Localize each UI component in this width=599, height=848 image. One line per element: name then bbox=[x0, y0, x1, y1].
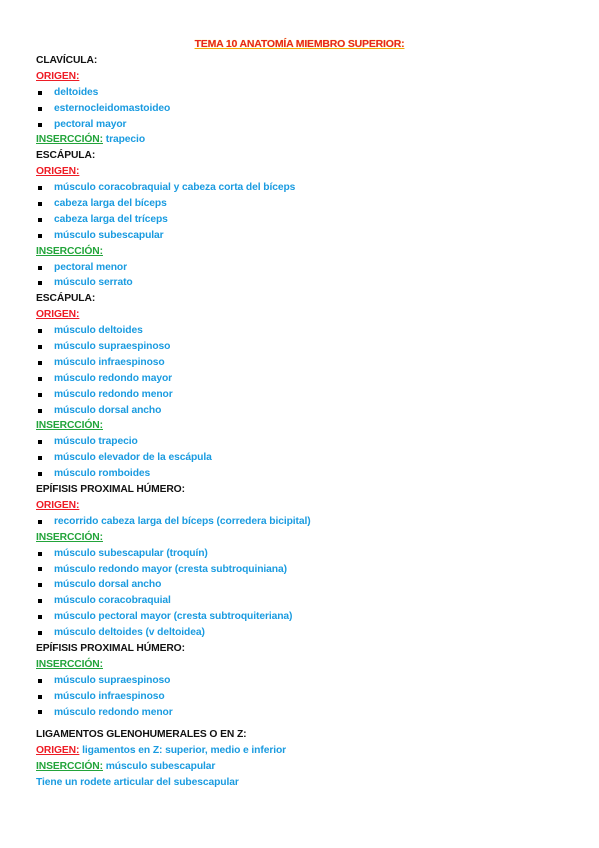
bullet-icon bbox=[38, 186, 42, 190]
section-heading-escapula: ESCÁPULA: bbox=[36, 293, 96, 305]
list-item-text: músculo dorsal ancho bbox=[54, 404, 162, 416]
list-item bbox=[36, 689, 576, 705]
list-item bbox=[36, 546, 576, 562]
list-item bbox=[36, 196, 576, 212]
origen-label: ORIGEN: bbox=[36, 309, 80, 321]
list-item bbox=[36, 355, 576, 371]
section-heading-escapula: ESCÁPULA: bbox=[36, 150, 96, 162]
list-item bbox=[36, 562, 576, 578]
list-item-text: músculo redondo menor bbox=[54, 706, 173, 718]
origen-label: ORIGEN: bbox=[36, 166, 80, 178]
origen-label: ORIGEN: bbox=[36, 70, 80, 82]
bullet-icon bbox=[38, 218, 42, 222]
insercion-line bbox=[36, 132, 576, 148]
list-item bbox=[36, 514, 576, 530]
bullet-icon bbox=[38, 456, 42, 460]
bullet-icon bbox=[38, 377, 42, 381]
list-item-text: cabeza larga del bíceps bbox=[54, 198, 167, 210]
list-item-text: músculo dorsal ancho bbox=[54, 579, 162, 591]
bullet-icon bbox=[38, 345, 42, 349]
list-item-text: músculo redondo mayor bbox=[54, 372, 173, 384]
bullet-icon bbox=[38, 567, 42, 571]
list-item bbox=[36, 387, 576, 403]
bullet-icon bbox=[38, 631, 42, 635]
bullet-icon bbox=[38, 281, 42, 285]
list-item bbox=[36, 434, 576, 450]
insercion-value: músculo subescapular bbox=[105, 761, 216, 773]
list-item bbox=[36, 593, 576, 609]
bullet-icon bbox=[38, 107, 42, 111]
insercion-label: INSERCCIÓN: bbox=[36, 420, 103, 432]
bullet-icon bbox=[38, 361, 42, 365]
list-item-text: deltoides bbox=[54, 86, 99, 98]
list-item bbox=[36, 673, 576, 689]
document-title: TEMA 10 ANATOMÍA MIEMBRO SUPERIOR: bbox=[194, 38, 405, 50]
list-item bbox=[36, 339, 576, 355]
list-item bbox=[36, 228, 576, 244]
origen-value: ligamentos en Z: superior, medio e inferior bbox=[82, 745, 287, 757]
section-heading-ligamentos: LIGAMENTOS GLENOHUMERALES O EN Z: bbox=[36, 729, 247, 741]
list-item bbox=[36, 609, 576, 625]
list-item-text: músculo infraespinoso bbox=[54, 356, 165, 368]
list-item-text: pectoral mayor bbox=[54, 118, 127, 130]
bullet-icon bbox=[38, 329, 42, 333]
insercion-value: trapecio bbox=[105, 134, 146, 146]
bullet-icon bbox=[38, 679, 42, 683]
list-item-text: músculo redondo mayor (cresta subtroquiniana) bbox=[54, 563, 287, 575]
list-item bbox=[36, 466, 576, 482]
list-item-text: recorrido cabeza larga del bíceps (corredera bicipital) bbox=[54, 515, 311, 527]
bullet-icon bbox=[38, 615, 42, 619]
bullet-icon bbox=[38, 409, 42, 413]
bullet-icon bbox=[38, 695, 42, 699]
list-item bbox=[36, 577, 576, 593]
section-heading-clavicula: CLAVÍCULA: bbox=[36, 55, 98, 66]
section-heading-humero: EPÍFISIS PROXIMAL HÚMERO: bbox=[36, 484, 185, 496]
paragraph-gap bbox=[36, 720, 576, 727]
bullet-icon bbox=[38, 234, 42, 238]
list-item-text: pectoral menor bbox=[54, 261, 127, 273]
insercion-label: INSERCCIÓN: bbox=[36, 134, 103, 146]
list-item-text: músculo supraespinoso bbox=[54, 674, 171, 686]
list-item-text: músculo deltoides bbox=[54, 325, 143, 337]
insercion-label: INSERCCIÓN: bbox=[36, 531, 103, 543]
bullet-icon bbox=[38, 472, 42, 476]
list-item-text: músculo romboides bbox=[54, 468, 151, 480]
bullet-icon bbox=[38, 91, 42, 95]
list-item-text: músculo pectoral mayor (cresta subtroquiteriana) bbox=[54, 611, 293, 623]
list-item-text: músculo supraespinoso bbox=[54, 341, 171, 353]
list-item-text: músculo deltoides (v deltoidea) bbox=[54, 627, 205, 639]
document-content bbox=[36, 53, 576, 791]
list-item bbox=[36, 450, 576, 466]
list-item-text: músculo subescapular (troquín) bbox=[54, 547, 208, 559]
origen-label: ORIGEN: bbox=[36, 745, 80, 757]
list-item bbox=[36, 101, 576, 117]
note-text: Tiene un rodete articular del subescapular bbox=[36, 777, 239, 789]
bullet-icon bbox=[38, 123, 42, 127]
bullet-icon bbox=[38, 202, 42, 206]
insercion-label: INSERCCIÓN: bbox=[36, 761, 103, 773]
list-item bbox=[36, 323, 576, 339]
list-item bbox=[36, 260, 576, 276]
list-item bbox=[36, 180, 576, 196]
list-item bbox=[36, 212, 576, 228]
bullet-icon bbox=[38, 440, 42, 444]
list-item-text: músculo infraespinoso bbox=[54, 690, 165, 702]
insercion-label: INSERCCIÓN: bbox=[36, 245, 103, 257]
bullet-icon bbox=[38, 599, 42, 603]
list-item-text: músculo redondo menor bbox=[54, 388, 173, 400]
insercion-line bbox=[36, 759, 576, 775]
list-item bbox=[36, 85, 576, 101]
list-item-text: músculo coracobraquial y cabeza corta del bíceps bbox=[54, 182, 296, 194]
bullet-icon bbox=[38, 266, 42, 270]
bullet-icon bbox=[38, 520, 42, 524]
list-item-text: músculo serrato bbox=[54, 277, 133, 289]
origen-line bbox=[36, 743, 576, 759]
section-heading-humero: EPÍFISIS PROXIMAL HÚMERO: bbox=[36, 642, 185, 654]
list-item-text: músculo elevador de la escápula bbox=[54, 452, 212, 464]
list-item-text: músculo coracobraquial bbox=[54, 595, 171, 607]
origen-label: ORIGEN: bbox=[36, 499, 80, 511]
list-item-text: esternocleidomastoideo bbox=[54, 102, 171, 114]
bullet-icon bbox=[38, 552, 42, 556]
list-item bbox=[36, 371, 576, 387]
insercion-label: INSERCCIÓN: bbox=[36, 658, 103, 670]
list-item bbox=[36, 705, 576, 721]
list-item-text: cabeza larga del tríceps bbox=[54, 213, 168, 225]
list-item bbox=[36, 117, 576, 133]
bullet-icon bbox=[38, 710, 42, 714]
bullet-icon bbox=[38, 393, 42, 397]
list-item bbox=[36, 403, 576, 419]
list-item-text: músculo trapecio bbox=[54, 436, 138, 448]
bullet-icon bbox=[38, 583, 42, 587]
list-item bbox=[36, 275, 576, 291]
list-item bbox=[36, 625, 576, 641]
list-item-text: músculo subescapular bbox=[54, 229, 164, 241]
